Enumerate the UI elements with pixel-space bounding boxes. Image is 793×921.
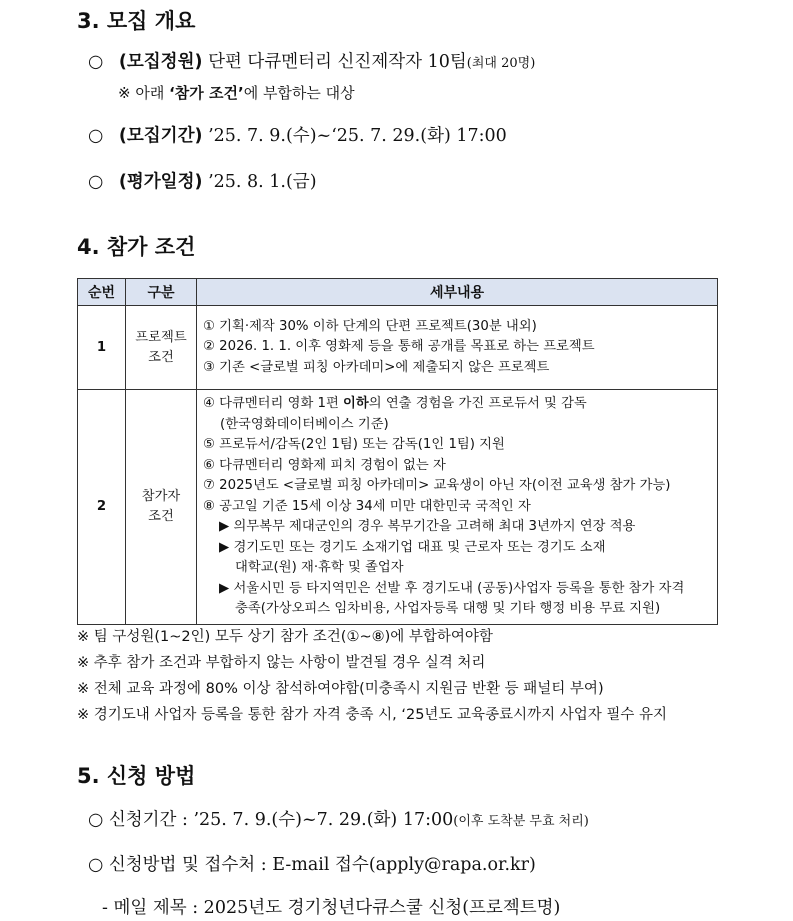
subnote-prefix: ※ 아래 (118, 84, 170, 102)
section-3-title: 3. 모집 개요 (77, 9, 196, 33)
row-num: 1 (78, 306, 126, 390)
period-text: ’25. 7. 9.(수)~‘25. 7. 29.(화) 17:00 (208, 126, 507, 146)
row-detail (197, 306, 718, 390)
category-line: 참가자 (141, 488, 181, 504)
detail-subline: ▶ 서울시민 등 타지역민은 선발 후 경기도내 (공동)사업자 등록을 통한 참가 자격 (219, 580, 685, 596)
subnote-suffix: 에 부합하는 대상 (243, 84, 355, 102)
row-category (126, 306, 197, 390)
quota-text: 단편 다큐멘터리 신진제작자 10팀 (208, 52, 467, 72)
apply-period-small: (이후 도착분 무효 처리) (453, 814, 589, 829)
mail-subject-line: - 메일 제목 : 2025년도 경기청년다큐스쿨 신청(프로젝트명) (102, 898, 561, 918)
evaluation-date-line (88, 168, 317, 193)
detail-line: (한국영화데이터베이스 기준) (220, 416, 389, 432)
quota-small: (최대 20명) (466, 56, 536, 71)
apply-period-line (88, 806, 589, 831)
target-subnote (118, 82, 355, 103)
evaluation-label: (평가일정) (118, 172, 203, 192)
detail-line (203, 394, 711, 415)
detail-line: ⑦ 2025년도 <글로벌 피칭 아카데미> 교육생이 아닌 자(이전 교육생 참가 가능) (203, 478, 671, 493)
category-line: 프로젝트 (135, 329, 187, 345)
conditions-table (77, 278, 718, 625)
note-line: ※ 추후 참가 조건과 부합하지 않는 사항이 발견될 경우 실격 처리 (77, 655, 486, 671)
detail-line: ⑥ 다큐멘터리 영화제 피치 경험이 없는 자 (203, 457, 446, 473)
bullet: ○ (88, 52, 104, 72)
table-row (78, 306, 718, 390)
detail-subline: ▶ 의무복무 제대군인의 경우 복무기간을 고려해 최대 3년까지 연장 적용 (219, 519, 636, 534)
header-num: 순번 (78, 279, 126, 306)
section-5-title: 5. 신청 방법 (77, 764, 196, 788)
detail-line: ⑧ 공고일 기준 15세 이상 34세 미만 대한민국 국적인 자 (203, 498, 531, 514)
detail-bold: 이하 (343, 396, 369, 411)
section-4-title: 4. 참가 조건 (77, 235, 196, 259)
recruit-period-line (88, 122, 507, 147)
row-category (126, 390, 197, 625)
quota-label: (모집정원) (118, 52, 203, 72)
apply-method-line: ○ 신청방법 및 접수처 : E-mail 접수(apply@rapa.or.kr) (88, 855, 536, 875)
apply-period-text: ○ 신청기간 : ’25. 7. 9.(수)~7. 29.(화) 17:00 (88, 810, 454, 830)
bullet: ○ (88, 126, 104, 146)
note-line: ※ 팀 구성원(1~2인) 모두 상기 참가 조건(①~⑧)에 부합하여야함 (77, 629, 493, 645)
note-line: ※ 경기도내 사업자 등록을 통한 참가 자격 충족 시, ‘25년도 교육종료시까지 사업자 필수 유지 (77, 707, 667, 723)
period-label: (모집기간) (118, 126, 203, 146)
detail-subline: 대학교(원) 재·휴학 및 졸업자 (235, 560, 404, 575)
detail-line: ③ 기존 <글로벌 피칭 아카데미>에 제출되지 않은 프로젝트 (203, 359, 550, 375)
category-line: 조건 (148, 508, 174, 524)
detail-subline: 충족(가상오피스 임차비용, 사업자등록 대행 및 기타 행정 비용 무료 지원) (235, 601, 661, 616)
recruit-quota-line (88, 48, 535, 73)
detail-line: ① 기획·제작 30% 이하 단계의 단편 프로젝트(30분 내외) (203, 318, 537, 334)
evaluation-text: ’25. 8. 1.(금) (208, 172, 317, 192)
detail-text: ④ 다큐멘터리 영화 1편 (203, 396, 344, 411)
note-line: ※ 전체 교육 과정에 80% 이상 참석하여야함(미충족시 지원금 반환 등 패널티 부여) (77, 681, 604, 697)
row-detail (197, 390, 718, 625)
detail-line: ② 2026. 1. 1. 이후 영화제 등을 통해 공개를 목표로 하는 프로젝트 (203, 339, 595, 355)
header-category: 구분 (126, 279, 197, 306)
header-detail: 세부내용 (197, 279, 718, 306)
table-row (78, 390, 718, 625)
bullet: ○ (88, 172, 104, 192)
detail-subline: ▶ 경기도민 또는 경기도 소재기업 대표 및 근로자 또는 경기도 소재 (219, 539, 606, 555)
category-line: 조건 (148, 349, 174, 365)
table-header-row (78, 279, 718, 306)
subnote-bold: ‘참가 조건’ (169, 84, 244, 102)
row-num: 2 (78, 390, 126, 625)
detail-line: ⑤ 프로듀서/감독(2인 1팀) 또는 감독(1인 1팀) 지원 (203, 437, 505, 452)
detail-text: 의 연출 경험을 가진 프로듀서 및 감독 (368, 396, 587, 411)
